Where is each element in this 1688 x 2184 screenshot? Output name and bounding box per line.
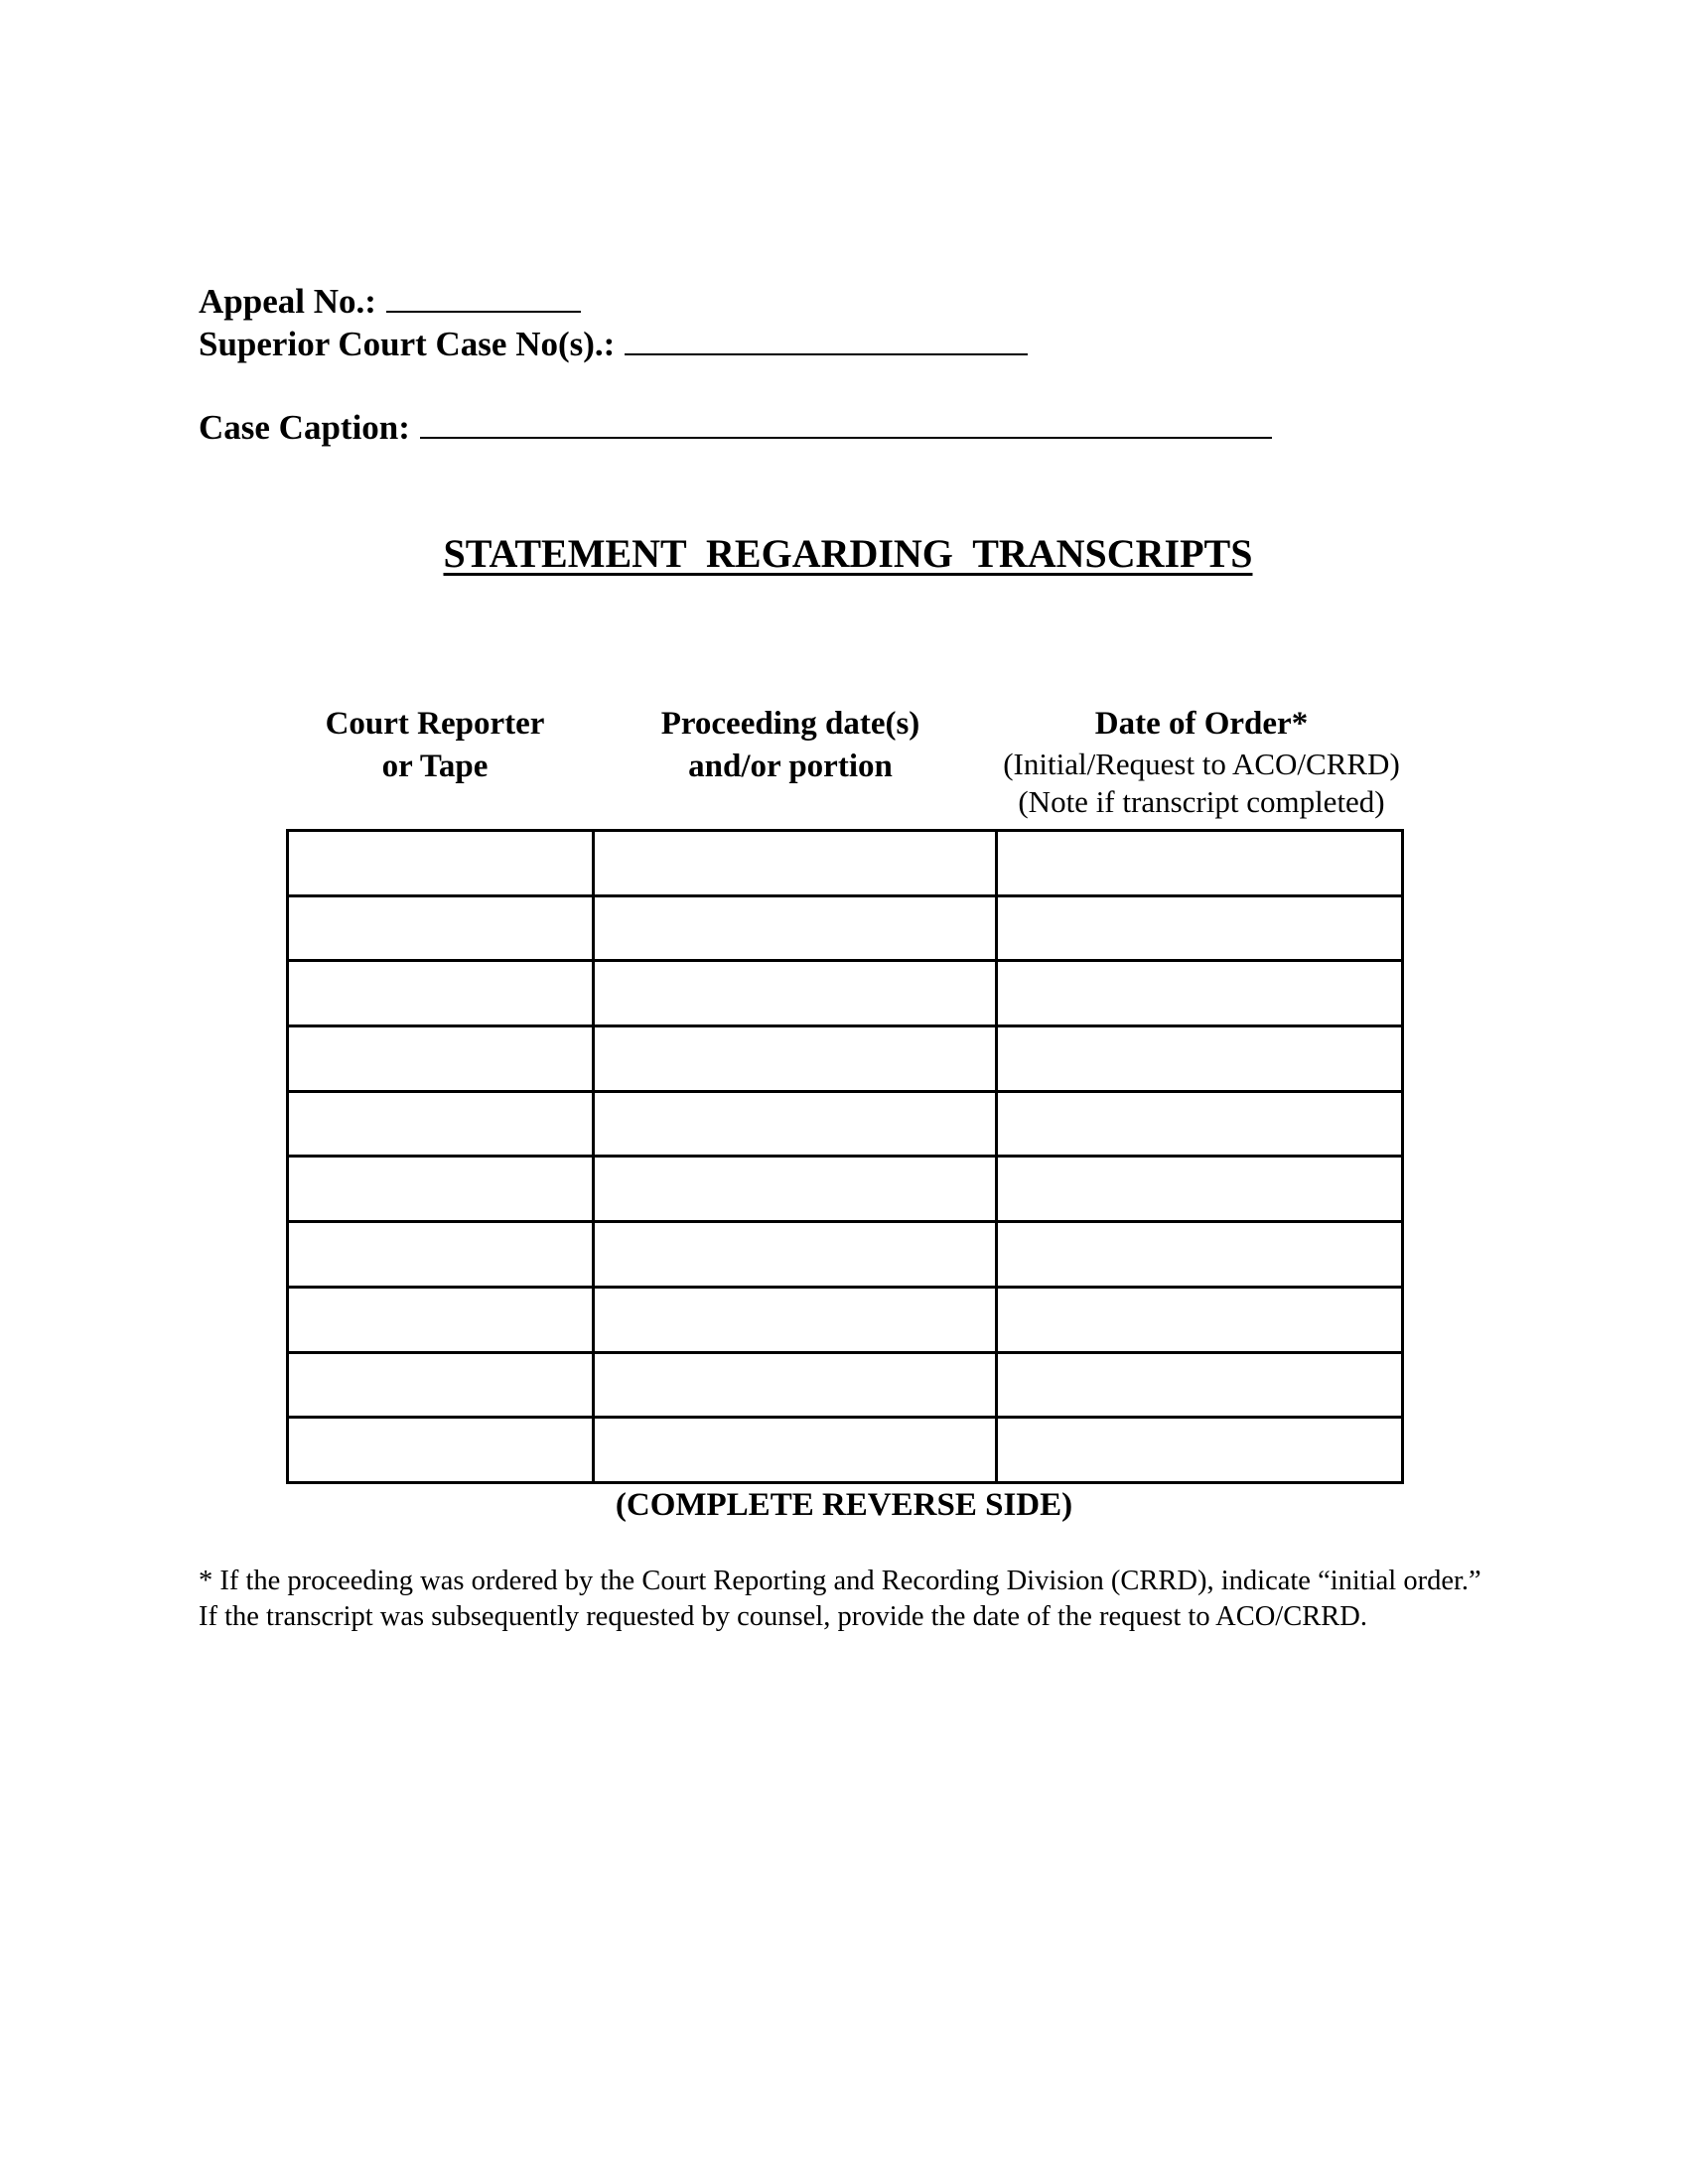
table-row	[288, 1222, 1403, 1288]
superior-court-case-number-label: Superior Court Case No(s).:	[199, 325, 616, 363]
column-header-proceeding-dates-line1: Proceeding date(s)	[660, 706, 920, 742]
document-title: STATEMENT REGARDING TRANSCRIPTS	[443, 531, 1253, 576]
proceeding-dates-cell[interactable]	[594, 1352, 997, 1418]
column-header-date-of-order-line1: Date of Order*	[1094, 706, 1309, 742]
date-of-order-cell[interactable]	[997, 1157, 1403, 1222]
court-reporter-cell[interactable]	[288, 1157, 594, 1222]
proceeding-dates-cell[interactable]	[594, 1418, 997, 1483]
date-of-order-cell[interactable]	[997, 1418, 1403, 1483]
date-of-order-cell[interactable]	[997, 961, 1403, 1026]
appeal-number-label: Appeal No.:	[199, 282, 376, 321]
proceeding-dates-cell[interactable]	[594, 1026, 997, 1092]
table-row	[288, 895, 1403, 961]
case-caption-blank[interactable]	[420, 407, 1272, 439]
transcript-table-body	[288, 831, 1403, 1483]
proceeding-dates-cell[interactable]	[594, 1157, 997, 1222]
superior-court-case-number-field	[199, 324, 1028, 364]
column-header-court-reporter-line1: Court Reporter	[325, 706, 545, 742]
transcript-table	[286, 829, 1404, 1484]
date-of-order-cell[interactable]	[997, 1352, 1403, 1418]
column-header-court-reporter	[286, 703, 584, 788]
table-row	[288, 831, 1403, 896]
table-row	[288, 1026, 1403, 1092]
date-of-order-cell[interactable]	[997, 831, 1403, 896]
court-reporter-cell[interactable]	[288, 1352, 594, 1418]
column-header-date-of-order-line3: (Note if transcript completed)	[1018, 784, 1385, 819]
column-header-court-reporter-line2: or Tape	[381, 749, 489, 784]
footnote: * If the proceeding was ordered by the Court Reporting and Recording Division (CRRD), indicate “initial order.” If the transcript was subsequently requested by counsel, provide the date of the request to ACO/CRRD.	[199, 1566, 1481, 1632]
proceeding-dates-cell[interactable]	[594, 1222, 997, 1288]
case-caption-label: Case Caption:	[199, 408, 410, 447]
column-header-date-of-order-line2: (Initial/Request to ACO/CRRD)	[1003, 747, 1400, 781]
table-row	[288, 1418, 1403, 1483]
proceeding-dates-cell[interactable]	[594, 961, 997, 1026]
proceeding-dates-cell[interactable]	[594, 831, 997, 896]
court-reporter-cell[interactable]	[288, 895, 594, 961]
date-of-order-cell[interactable]	[997, 1091, 1403, 1157]
table-row	[288, 1352, 1403, 1418]
court-reporter-cell[interactable]	[288, 1222, 594, 1288]
court-reporter-cell[interactable]	[288, 1418, 594, 1483]
superior-court-case-number-blank[interactable]	[625, 324, 1028, 355]
complete-reverse-side-note: (COMPLETE REVERSE SIDE)	[615, 1487, 1073, 1523]
table-row	[288, 1157, 1403, 1222]
table-row	[288, 961, 1403, 1026]
proceeding-dates-cell[interactable]	[594, 1287, 997, 1352]
date-of-order-cell[interactable]	[997, 1026, 1403, 1092]
table-row	[288, 1287, 1403, 1352]
court-reporter-cell[interactable]	[288, 961, 594, 1026]
court-reporter-cell[interactable]	[288, 1026, 594, 1092]
date-of-order-cell[interactable]	[997, 1222, 1403, 1288]
column-header-proceeding-dates	[592, 703, 989, 788]
date-of-order-cell[interactable]	[997, 895, 1403, 961]
table-row	[288, 1091, 1403, 1157]
column-header-date-of-order	[968, 703, 1435, 821]
appeal-number-field	[199, 281, 581, 322]
column-header-proceeding-dates-line2: and/or portion	[688, 749, 893, 784]
court-reporter-cell[interactable]	[288, 1091, 594, 1157]
proceeding-dates-cell[interactable]	[594, 895, 997, 961]
court-reporter-cell[interactable]	[288, 831, 594, 896]
appeal-number-blank[interactable]	[386, 281, 581, 313]
case-caption-field	[199, 407, 1272, 448]
court-reporter-cell[interactable]	[288, 1287, 594, 1352]
proceeding-dates-cell[interactable]	[594, 1091, 997, 1157]
date-of-order-cell[interactable]	[997, 1287, 1403, 1352]
